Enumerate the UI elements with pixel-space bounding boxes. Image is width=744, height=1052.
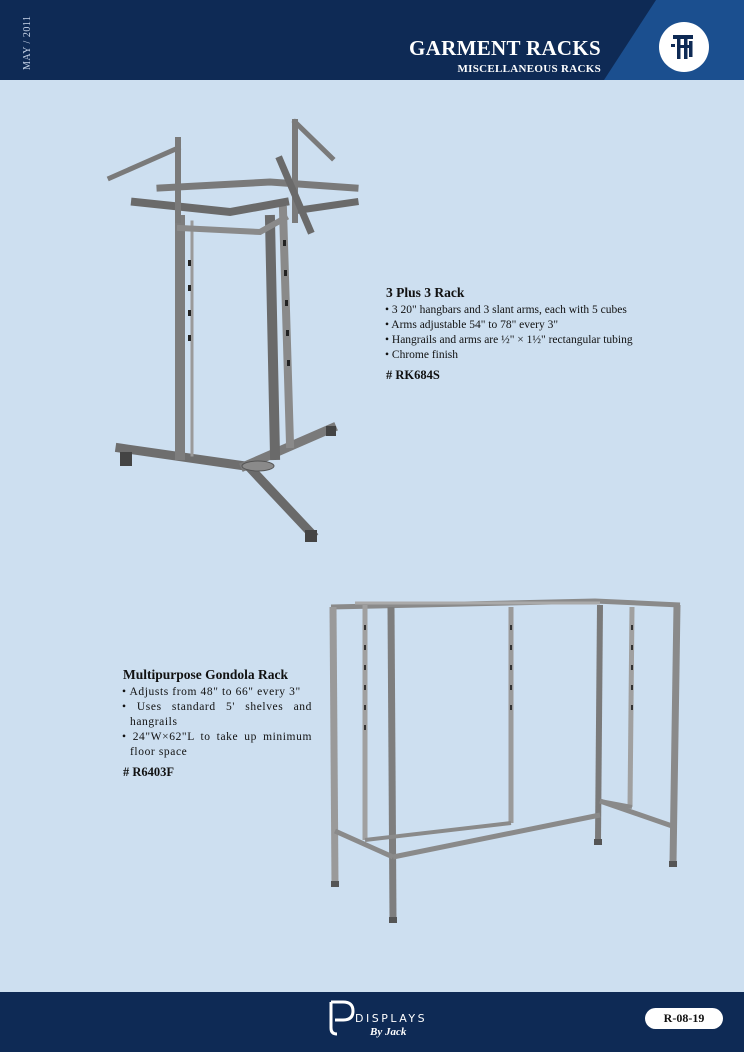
feature-item: • Hangrails and arms are ½" × 1½" rectangular tubing <box>385 334 633 346</box>
feature-item: • 3 20" hangbars and 3 slant arms, each with 5 cubes <box>385 304 627 316</box>
feature-item: • Uses standard 5' shelves and hangrails <box>122 701 312 728</box>
three-plus-three-rack-image <box>100 110 370 560</box>
page-title: GARMENT RACKS <box>409 36 601 60</box>
feature-item: • Adjusts from 48" to 66" every 3" <box>122 686 301 698</box>
product-name-r6403f: Multipurpose Gondola Rack <box>123 667 289 682</box>
feature-item: • 24"W×62"L to take up minimum floor space <box>122 731 312 758</box>
gondola-rack-image <box>325 595 685 925</box>
footer-brand: DISPLAYS <box>355 1012 428 1025</box>
jp-footer-logo-icon <box>325 998 357 1038</box>
feature-list-rk684s <box>385 303 685 363</box>
product-name-rk684s: 3 Plus 3 Rack <box>386 285 465 300</box>
sku-rk684s: # RK684S <box>386 368 440 382</box>
brand-logo <box>659 22 709 72</box>
page-number: R-08-19 <box>645 1008 723 1029</box>
issue-date: MAY / 2011 <box>22 15 33 70</box>
page-subtitle: MISCELLANEOUS RACKS <box>457 63 601 75</box>
feature-item: • Arms adjustable 54" to 78" every 3" <box>385 319 559 331</box>
jp-monogram-icon <box>659 22 709 72</box>
sku-r6403f: # R6403F <box>123 765 175 779</box>
feature-list-r6403f <box>122 685 312 760</box>
feature-item: • Chrome finish <box>385 349 459 361</box>
footer-byline: By Jack <box>370 1026 407 1038</box>
